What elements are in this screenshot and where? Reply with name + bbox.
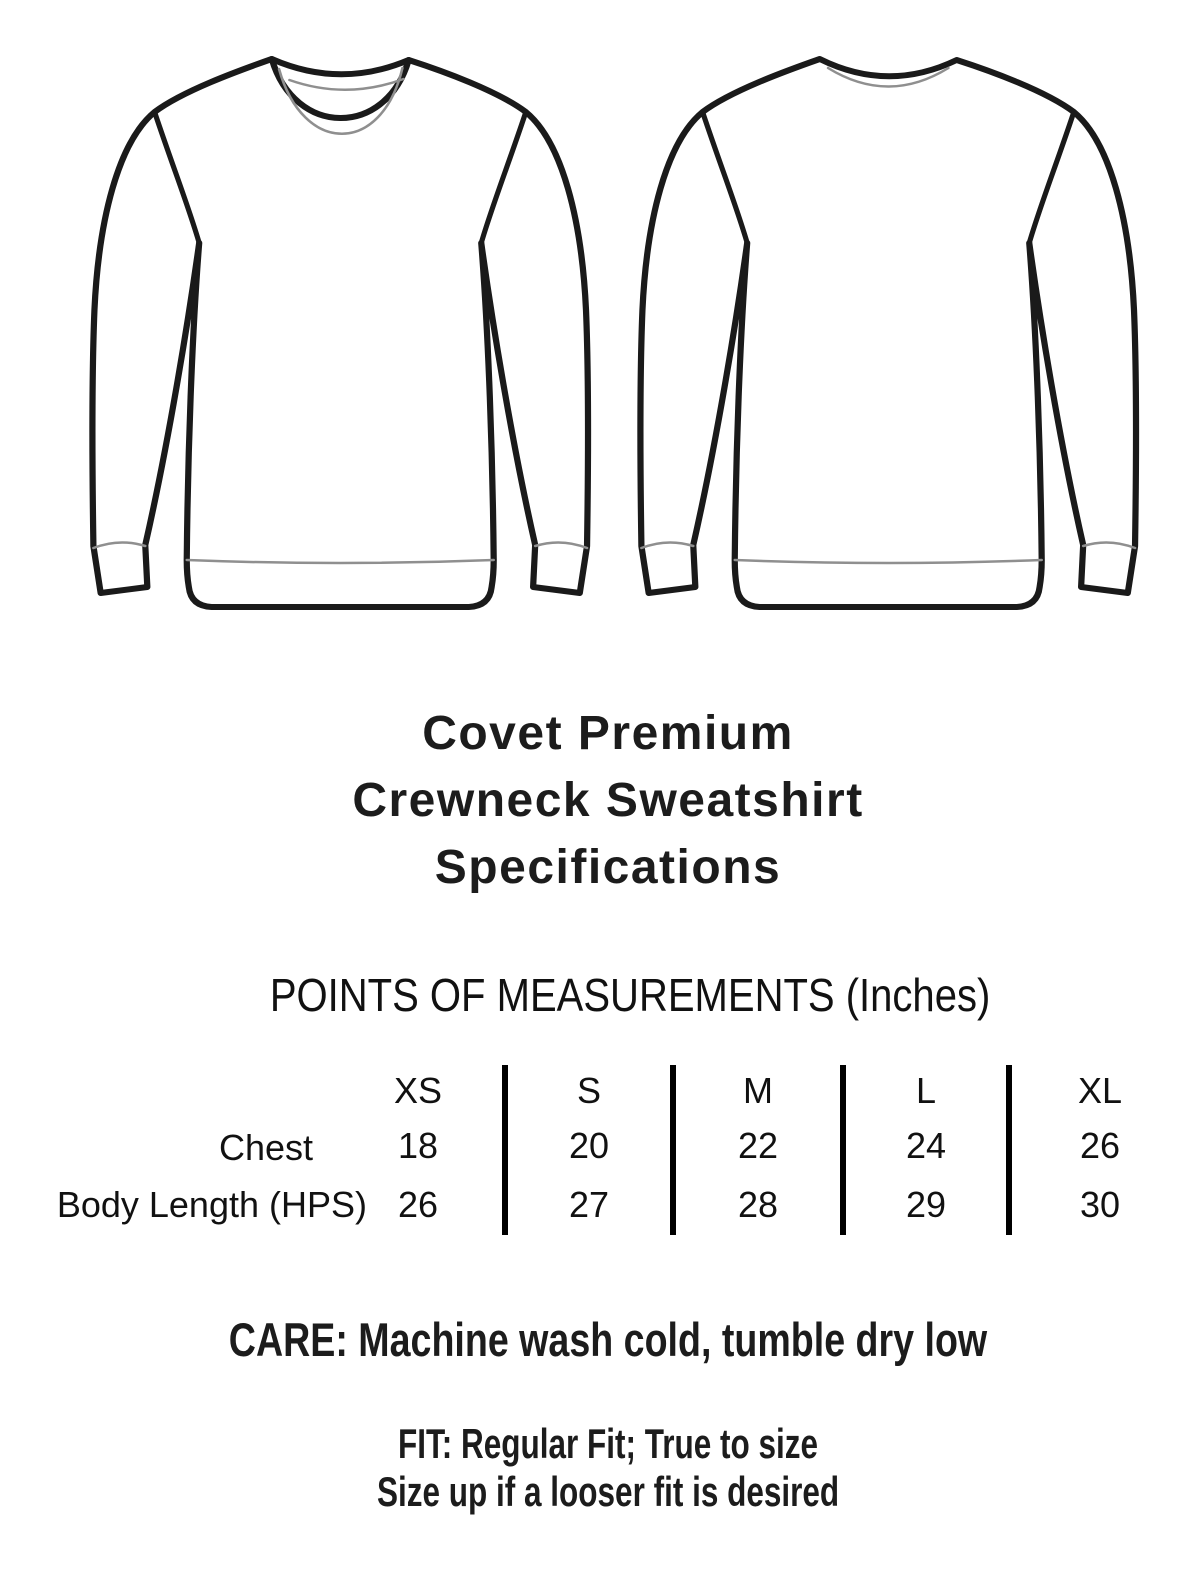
body-length-value-m: 28 — [670, 1175, 840, 1235]
measurements-heading — [60, 970, 1200, 1020]
size-header-l: L — [840, 1065, 1006, 1117]
chest-value-xs: 18 — [397, 1125, 439, 1166]
care-instructions — [8, 1315, 1200, 1365]
fit-line-1 — [8, 1420, 1200, 1468]
size-header-m: M — [670, 1065, 840, 1117]
fit-line-2 — [8, 1468, 1200, 1516]
fit-line-1-text: FIT: Regular Fit; True to size — [397, 1420, 819, 1467]
size-header-xs: XS — [393, 1070, 443, 1111]
body-length-value-xs: 26 — [397, 1184, 439, 1225]
size-table — [334, 1065, 1188, 1235]
page-title — [8, 700, 1200, 901]
title-line-3: Specifications — [434, 841, 782, 894]
body-length-value-s: 27 — [502, 1175, 670, 1235]
row-label-chest: Chest — [218, 1127, 313, 1168]
body-length-value-xl: 30 — [1006, 1175, 1188, 1235]
measurements-heading-text: POINTS OF MEASUREMENTS (Inches) — [269, 969, 991, 1021]
title-line-2: Crewneck Sweatshirt — [352, 774, 864, 827]
care-text: CARE: Machine wash cold, tumble dry low — [228, 1313, 988, 1366]
size-header-s: S — [502, 1065, 670, 1117]
sweatshirt-back-illustration — [602, 15, 1162, 615]
size-header-xl: XL — [1006, 1065, 1188, 1117]
fit-line-2-text: Size up if a looser fit is desired — [376, 1468, 840, 1515]
chest-value-l: 24 — [840, 1117, 1006, 1175]
chest-value-xl: 26 — [1006, 1117, 1188, 1175]
row-label-body-length: Body Length (HPS) — [56, 1184, 367, 1225]
chest-value-s: 20 — [502, 1117, 670, 1175]
chest-value-m: 22 — [670, 1117, 840, 1175]
sweatshirt-front-illustration — [54, 15, 614, 615]
title-line-1: Covet Premium — [422, 707, 794, 760]
fit-notes — [8, 1420, 1200, 1516]
body-length-value-l: 29 — [840, 1175, 1006, 1235]
